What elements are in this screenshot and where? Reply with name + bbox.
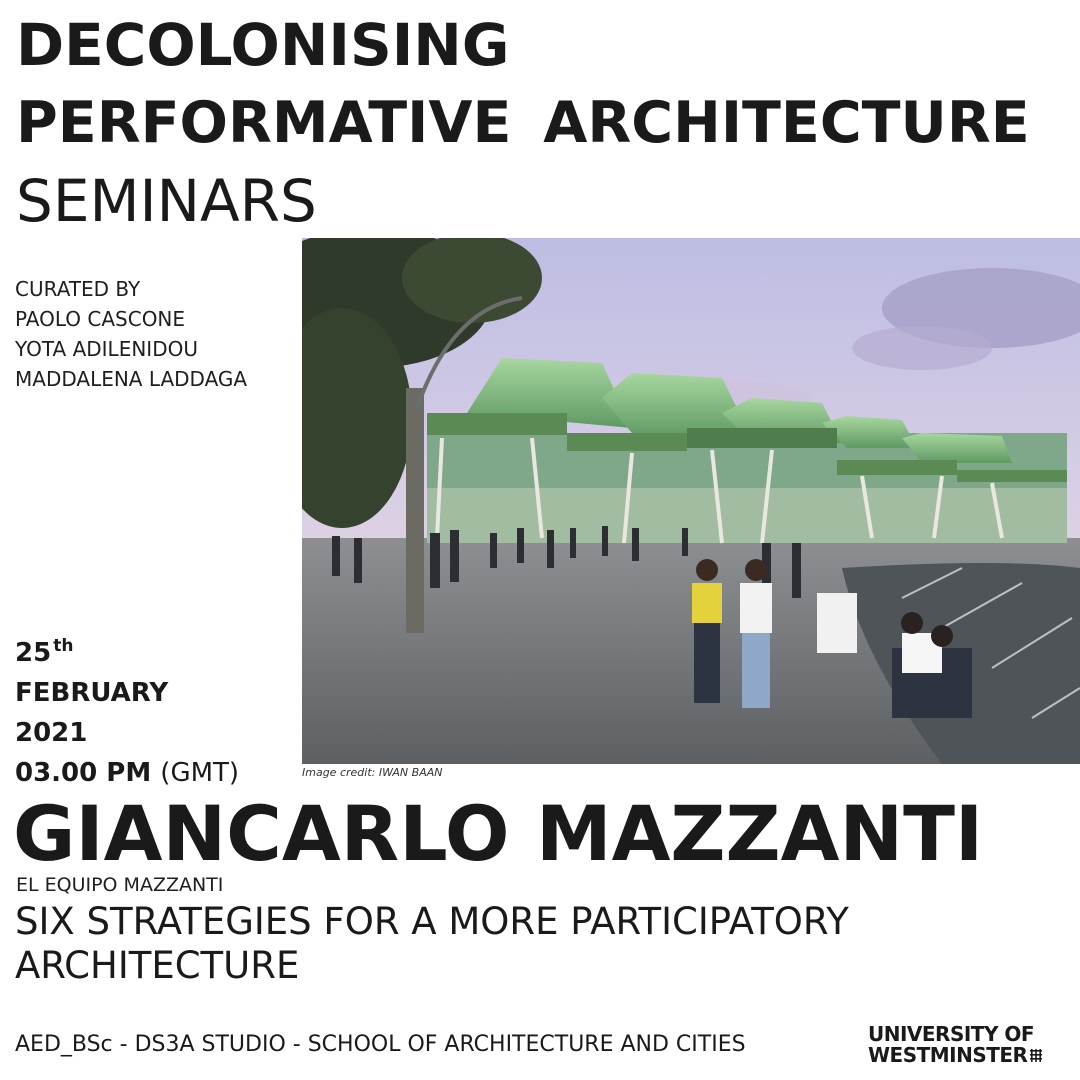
event-year: 2021 bbox=[15, 718, 88, 748]
curator-name: YOTA ADILENIDOU bbox=[15, 337, 198, 361]
logo-line-1: UNIVERSITY OF bbox=[868, 1022, 1035, 1046]
curators-block bbox=[15, 274, 247, 394]
footer-text: AED_BSc - DS3A STUDIO - SCHOOL OF ARCHITECTURE AND CITIES bbox=[15, 1032, 746, 1057]
title-line-1: DECOLONISING bbox=[16, 11, 510, 79]
speaker-name: GIANCARLO MAZZANTI bbox=[13, 789, 984, 878]
university-logo bbox=[868, 1024, 1042, 1066]
event-month: FEBRUARY bbox=[15, 678, 169, 708]
talk-title-line-1: SIX STRATEGIES FOR A MORE PARTICIPATORY bbox=[15, 900, 849, 943]
title-line-3: SEMINARS bbox=[16, 167, 317, 235]
curator-name: PAOLO CASCONE bbox=[15, 307, 186, 331]
portcullis-icon bbox=[1030, 1049, 1042, 1062]
stadium-plaza-photo bbox=[302, 238, 1080, 764]
speaker-firm: EL EQUIPO MAZZANTI bbox=[16, 874, 224, 896]
curated-heading: CURATED BY bbox=[15, 277, 141, 301]
event-time: 03.00 PM bbox=[15, 758, 152, 788]
event-day-suffix: th bbox=[53, 636, 74, 656]
curator-name: MADDALENA LADDAGA bbox=[15, 367, 248, 391]
event-day-line bbox=[15, 626, 239, 673]
image-credit: Image credit: IWAN BAAN bbox=[302, 766, 443, 779]
event-date bbox=[15, 626, 239, 793]
talk-title-line-2: ARCHITECTURE bbox=[15, 944, 300, 987]
talk-title bbox=[15, 900, 849, 988]
title-line-2: PERFORMATIVE ARCHITECTURE bbox=[16, 90, 1030, 156]
logo-line-2: WESTMINSTER bbox=[868, 1043, 1028, 1067]
event-day: 25 bbox=[15, 638, 52, 668]
event-time-line bbox=[15, 753, 239, 793]
event-timezone: (GMT) bbox=[160, 758, 240, 788]
